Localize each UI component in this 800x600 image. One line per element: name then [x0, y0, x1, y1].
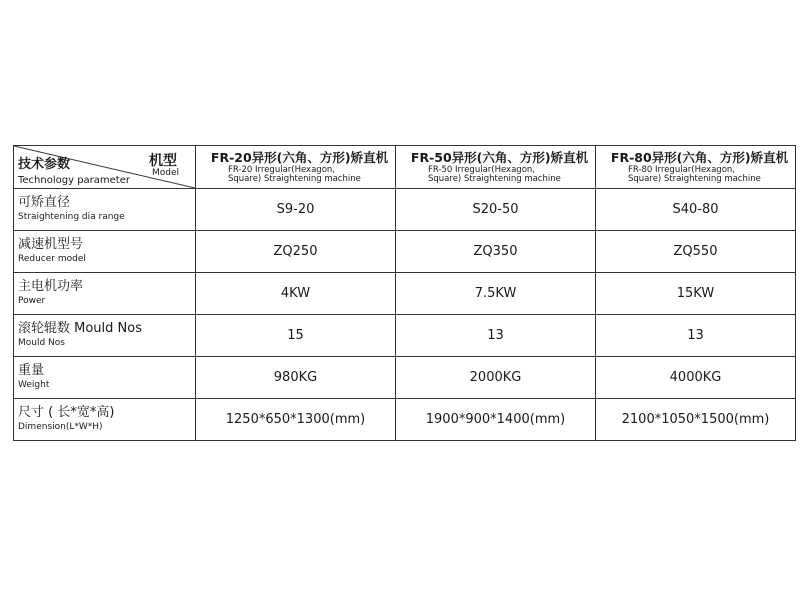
row-label	[14, 357, 196, 399]
model-title: FR-50异形(六角、方形)矫直机	[410, 149, 589, 165]
row-label-cn: 滚轮辊数 Mould Nos	[18, 321, 142, 337]
table-cell: S40-80	[596, 189, 796, 231]
table-row-dimension	[14, 399, 796, 441]
table-cell: 980KG	[196, 357, 396, 399]
row-label-en: Straightening dia range	[18, 211, 125, 222]
row-label	[14, 273, 196, 315]
table-cell: 4KW	[196, 273, 396, 315]
row-label-en: Power	[18, 295, 46, 306]
table-cell: 1900*900*1400(mm)	[396, 399, 596, 441]
table-cell: S20-50	[396, 189, 596, 231]
table-cell: 13	[396, 315, 596, 357]
row-label-en: Dimension(L*W*H)	[18, 421, 103, 432]
header-corner-cell	[14, 146, 196, 189]
table-cell: ZQ250	[196, 231, 396, 273]
table-cell: 1250*650*1300(mm)	[196, 399, 396, 441]
table-cell: ZQ550	[596, 231, 796, 273]
table-cell: 7.5KW	[396, 273, 596, 315]
row-label	[14, 399, 196, 441]
table-cell: 2100*1050*1500(mm)	[596, 399, 796, 441]
row-label	[14, 231, 196, 273]
table-row-weight	[14, 357, 796, 399]
corner-model-label-en: Model	[151, 168, 179, 178]
row-label-cn: 尺寸 ( 长*宽*高)	[18, 405, 115, 421]
table-row-reducer	[14, 231, 796, 273]
table-cell: 15	[196, 315, 396, 357]
row-label-en: Weight	[18, 379, 50, 390]
table-cell: S9-20	[196, 189, 396, 231]
row-label	[14, 315, 196, 357]
model-title: FR-80异形(六角、方形)矫直机	[610, 149, 789, 165]
table-cell: 4000KG	[596, 357, 796, 399]
model-subtitle-line1: FR-50 Irregular(Hexagon,	[428, 164, 535, 175]
row-label-cn: 重量	[18, 363, 45, 379]
model-subtitle-line2: Square) Straightening machine	[428, 173, 561, 184]
corner-param-label-cn: 技术参数	[18, 157, 71, 172]
corner-param-label-en: Technology parameter	[18, 175, 130, 186]
model-subtitle-line2: Square) Straightening machine	[228, 173, 361, 184]
table-cell: 15KW	[596, 273, 796, 315]
row-label	[14, 189, 196, 231]
model-subtitle-line1: FR-20 Irregular(Hexagon,	[228, 164, 335, 175]
table-row-power	[14, 273, 796, 315]
table-row-mould-nos	[14, 315, 796, 357]
corner-model-label-cn: 机型	[149, 153, 177, 169]
model-header-fr20	[196, 146, 396, 189]
spec-table	[13, 145, 796, 441]
row-label-cn: 可矫直径	[18, 195, 71, 211]
model-title: FR-20异形(六角、方形)矫直机	[210, 149, 389, 165]
model-header-fr50	[396, 146, 596, 189]
table-cell: 13	[596, 315, 796, 357]
table-cell: ZQ350	[396, 231, 596, 273]
row-label-en: Mould Nos	[18, 337, 65, 348]
model-subtitle-line1: FR-80 Irregular(Hexagon,	[628, 164, 735, 175]
header-row	[14, 146, 796, 189]
table-cell: 2000KG	[396, 357, 596, 399]
table-row-dia-range	[14, 189, 796, 231]
model-subtitle-line2: Square) Straightening machine	[628, 173, 761, 184]
row-label-en: Reducer model	[18, 253, 86, 264]
model-header-fr80	[596, 146, 796, 189]
row-label-cn: 主电机功率	[18, 279, 84, 295]
row-label-cn: 减速机型号	[18, 237, 84, 253]
